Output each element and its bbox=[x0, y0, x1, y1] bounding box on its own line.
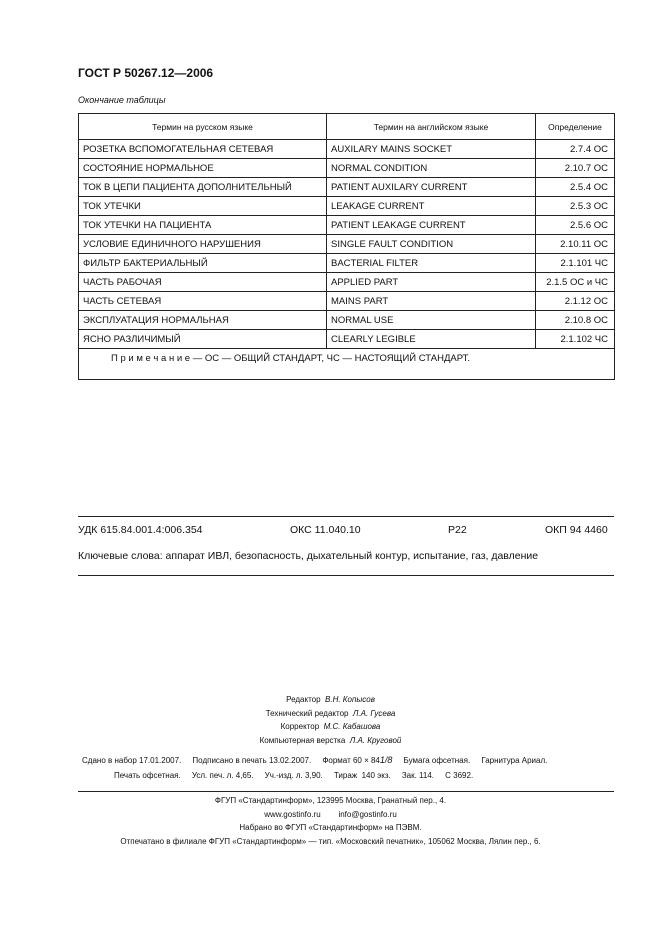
imprint-format: Формат 60 × 84 bbox=[322, 756, 380, 765]
term-definition: 2.10.7 ОС bbox=[536, 159, 615, 178]
imprint-paper: Бумага офсетная. bbox=[403, 756, 471, 765]
term-en: BACTERIAL FILTER bbox=[327, 254, 536, 273]
imprint-print-date: Подписано в печать 13.02.2007. bbox=[192, 756, 312, 765]
credit-name: Л.А. Гусева bbox=[352, 708, 396, 718]
term-ru: ТОК УТЕЧКИ НА ПАЦИЕНТА bbox=[79, 216, 327, 235]
publisher-typeset: Набрано во ФГУП «Стандартинформ» на ПЭВМ. bbox=[239, 823, 422, 832]
publisher-block bbox=[0, 794, 661, 848]
term-definition: 2.10.11 ОС bbox=[536, 235, 615, 254]
term-ru: ТОК В ЦЕПИ ПАЦИЕНТА ДОПОЛНИТЕЛЬНЫЙ bbox=[79, 178, 327, 197]
term-ru: УСЛОВИЕ ЕДИНИЧНОГО НАРУШЕНИЯ bbox=[79, 235, 327, 254]
table-row bbox=[79, 140, 615, 159]
term-ru: ФИЛЬТР БАКТЕРИАЛЬНЫЙ bbox=[79, 254, 327, 273]
term-definition: 2.5.6 ОС bbox=[536, 216, 615, 235]
udk-code: УДК 615.84.001.4:006.354 bbox=[78, 524, 203, 536]
table-note: П р и м е ч а н и е — ОС — ОБЩИЙ СТАНДАРТ, ЧС — НАСТОЯЩИЙ СТАНДАРТ. bbox=[79, 349, 615, 380]
table-row bbox=[79, 178, 615, 197]
publisher-web: www.gostinfo.ru bbox=[264, 809, 321, 819]
term-definition: 2.1.101 ЧС bbox=[536, 254, 615, 273]
table-row bbox=[79, 311, 615, 330]
table-note-row bbox=[79, 349, 615, 380]
credit-name: Л.А. Круговой bbox=[349, 735, 402, 745]
term-ru: ТОК УТЕЧКИ bbox=[79, 197, 327, 216]
imprint-line-2: Печать офсетная. Усл. печ. л. 4,65. Уч.-изд. л. 3,90. Тираж 140 экз. Зак. 114. С 3692. bbox=[114, 771, 474, 780]
column-header-ru: Термин на русском языке bbox=[79, 114, 327, 140]
publisher-contacts bbox=[0, 808, 661, 822]
term-definition: 2.1.102 ЧС bbox=[536, 330, 615, 349]
term-en: CLEARLY LEGIBLE bbox=[327, 330, 536, 349]
term-definition: 2.1.12 ОС bbox=[536, 292, 615, 311]
terms-table bbox=[78, 113, 615, 380]
imprint-typeset-date: Сдано в набор 17.01.2007. bbox=[82, 756, 182, 765]
term-definition: 2.5.4 ОС bbox=[536, 178, 615, 197]
imprint-font: Гарнитура Ариал. bbox=[481, 756, 548, 765]
oks-code: ОКС 11.040.10 bbox=[290, 524, 361, 536]
term-ru: РОЗЕТКА ВСПОМОГАТЕЛЬНАЯ СЕТЕВАЯ bbox=[79, 140, 327, 159]
table-row bbox=[79, 273, 615, 292]
publisher-email: info@gostinfo.ru bbox=[338, 809, 397, 819]
okp-code: ОКП 94 4460 bbox=[545, 524, 608, 536]
group-code: Р22 bbox=[448, 524, 467, 536]
credit-name: М.С. Кабашова bbox=[323, 722, 381, 731]
publisher-address: ФГУП «Стандартинформ», 123995 Москва, Гранатный пер., 4. bbox=[214, 796, 447, 805]
term-definition: 2.10.8 ОС bbox=[536, 311, 615, 330]
term-en: NORMAL CONDITION bbox=[327, 159, 536, 178]
table-header-row bbox=[79, 114, 615, 140]
column-header-def: Определение bbox=[536, 114, 615, 140]
term-en: SINGLE FAULT CONDITION bbox=[327, 235, 536, 254]
term-en: PATIENT AUXILARY CURRENT bbox=[327, 178, 536, 197]
table-row bbox=[79, 292, 615, 311]
publisher-printed: Отпечатано в филиале ФГУП «Стандартинформ» — тип. «Московский печатник», 105062 Москва, Лялин пер., 6. bbox=[120, 836, 541, 846]
imprint-fraction: 1/8 bbox=[379, 755, 393, 765]
credit-editor bbox=[0, 693, 661, 707]
credit-corrector bbox=[0, 720, 661, 734]
term-definition: 2.1.5 ОС и ЧС bbox=[536, 273, 615, 292]
divider-imprint bbox=[78, 791, 614, 792]
term-en: NORMAL USE bbox=[327, 311, 536, 330]
table-row bbox=[79, 159, 615, 178]
credit-role: Компьютерная верстка bbox=[259, 735, 346, 745]
divider-keywords bbox=[78, 575, 614, 576]
term-ru: ЯСНО РАЗЛИЧИМЫЙ bbox=[79, 330, 327, 349]
term-en: MAINS PART bbox=[327, 292, 536, 311]
term-en: AUXILARY MAINS SOCKET bbox=[327, 140, 536, 159]
table-row bbox=[79, 254, 615, 273]
term-ru: ЭКСПЛУАТАЦИЯ НОРМАЛЬНАЯ bbox=[79, 311, 327, 330]
credit-layout bbox=[0, 734, 661, 748]
credit-role: Корректор bbox=[280, 722, 320, 731]
term-definition: 2.5.3 ОС bbox=[536, 197, 615, 216]
term-definition: 2.7.4 ОС bbox=[536, 140, 615, 159]
term-ru: СОСТОЯНИЕ НОРМАЛЬНОЕ bbox=[79, 159, 327, 178]
table-row bbox=[79, 197, 615, 216]
imprint-line-1 bbox=[82, 755, 547, 765]
keywords: Ключевые слова: аппарат ИВЛ, безопасность, дыхательный контур, испытание, газ, давление bbox=[78, 550, 539, 562]
table-caption: Окончание таблицы bbox=[78, 95, 166, 105]
table-row bbox=[79, 330, 615, 349]
standard-header: ГОСТ Р 50267.12—2006 bbox=[78, 66, 214, 80]
credit-role: Редактор bbox=[286, 695, 321, 704]
term-ru: ЧАСТЬ РАБОЧАЯ bbox=[79, 273, 327, 292]
term-ru: ЧАСТЬ СЕТЕВАЯ bbox=[79, 292, 327, 311]
table-row bbox=[79, 216, 615, 235]
column-header-en: Термин на английском языке bbox=[327, 114, 536, 140]
term-en: PATIENT LEAKAGE CURRENT bbox=[327, 216, 536, 235]
term-en: LEAKAGE CURRENT bbox=[327, 197, 536, 216]
credit-tech-editor bbox=[0, 707, 661, 721]
divider-top bbox=[78, 516, 614, 517]
table-row bbox=[79, 235, 615, 254]
credits-block bbox=[0, 693, 661, 747]
credit-role: Технический редактор bbox=[265, 708, 349, 718]
term-en: APPLIED PART bbox=[327, 273, 536, 292]
credit-name: В.Н. Копысов bbox=[325, 695, 375, 704]
